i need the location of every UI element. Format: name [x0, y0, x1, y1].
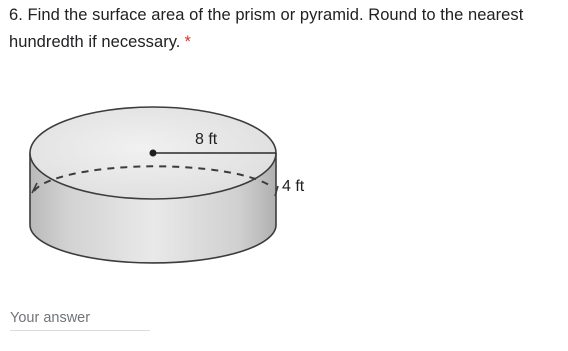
question-text: 6. Find the surface area of the prism or pyramid. Round to the nearest hundredth if necessary.: [9, 6, 524, 51]
answer-input[interactable]: [10, 306, 150, 331]
radius-label: 8 ft: [195, 131, 218, 148]
height-label: 4 ft: [282, 178, 305, 195]
cylinder-figure: [20, 95, 320, 270]
question-title: [9, 2, 565, 56]
cylinder-diagram: [20, 95, 320, 270]
required-asterisk: *: [184, 33, 191, 51]
center-point: [150, 150, 157, 157]
